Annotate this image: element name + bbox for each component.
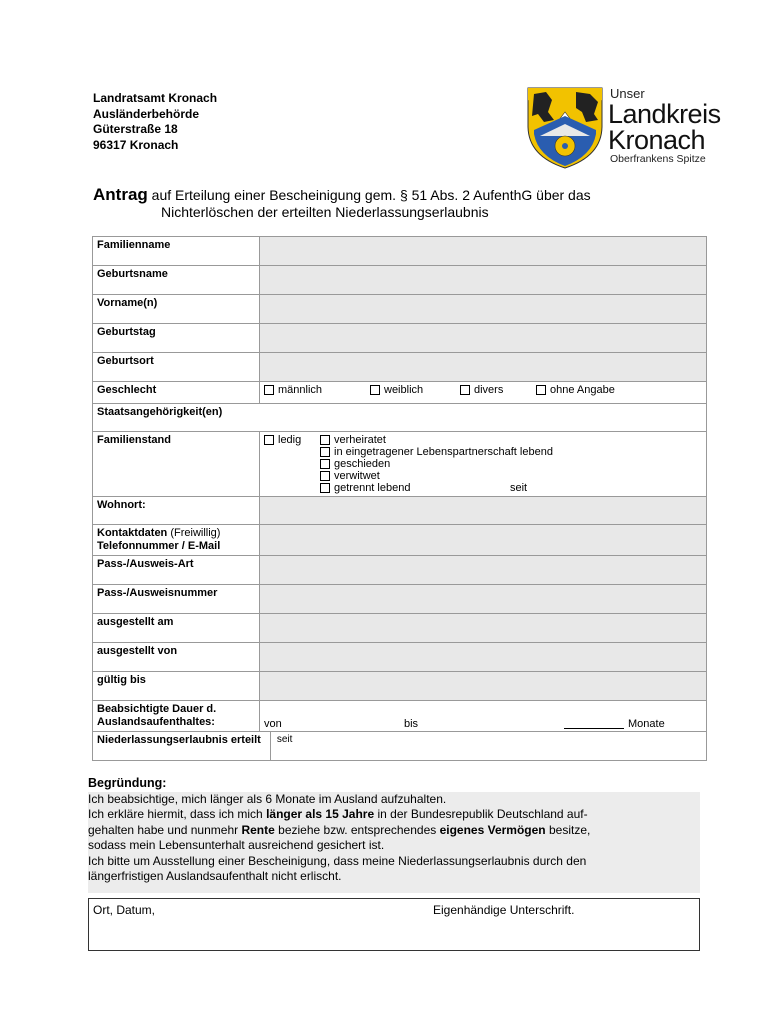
option-divers[interactable]: divers	[460, 384, 503, 396]
checkbox-icon[interactable]	[320, 483, 330, 493]
label-staatsangehoerigkeit: Staatsangehörigkeit(en)	[93, 404, 707, 432]
title-rest: auf Erteilung einer Bescheinigung gem. § 51 Abs. 2 AufenthG über das	[147, 187, 591, 203]
field-vorname[interactable]	[260, 295, 707, 324]
checkbox-icon[interactable]	[264, 385, 274, 395]
logo-landkreis: Landkreis	[608, 99, 721, 129]
checkbox-icon[interactable]	[370, 385, 380, 395]
checkbox-icon[interactable]	[320, 471, 330, 481]
option-lebenspartnerschaft[interactable]: in eingetragener Lebenspartnerschaft lebend	[320, 446, 553, 458]
label-freiwillig: (Freiwillig)	[167, 527, 221, 539]
label-ort-datum: Ort, Datum,	[93, 903, 156, 917]
coat-of-arms-icon	[526, 86, 604, 170]
address-line: Ausländerbehörde	[93, 106, 200, 121]
label-kontakt	[93, 525, 260, 556]
field-familienname[interactable]	[260, 237, 707, 266]
authority-address	[93, 91, 217, 153]
option-verheiratet[interactable]: verheiratet	[320, 434, 553, 446]
field-gueltig-bis[interactable]	[260, 672, 707, 701]
address-line: 96317 Kronach	[93, 137, 179, 152]
checkbox-icon[interactable]	[320, 447, 330, 457]
field-wohnort[interactable]	[260, 497, 707, 525]
checkbox-icon[interactable]	[320, 435, 330, 445]
begruendung-section	[88, 776, 700, 893]
geschlecht-options	[260, 382, 707, 404]
begruendung-line: gehalten habe und nunmehr Rente beziehe bzw. entsprechendes eigenes Vermögen besitze,	[88, 822, 591, 837]
address-line: Güterstraße 18	[93, 122, 178, 136]
option-maennlich[interactable]: männlich	[264, 384, 322, 396]
begruendung-text	[88, 792, 700, 893]
option-getrennt[interactable]: getrennt lebend seit	[320, 482, 553, 494]
field-ausgestellt-am[interactable]	[260, 614, 707, 643]
field-geburtsname[interactable]	[260, 266, 707, 295]
checkbox-icon[interactable]	[536, 385, 546, 395]
field-dauer[interactable]	[260, 701, 707, 732]
label-dauer	[93, 701, 260, 732]
label-passart: Pass-/Ausweis-Art	[93, 556, 260, 585]
option-ohne-angabe[interactable]: ohne Angabe	[536, 384, 615, 396]
option-weiblich[interactable]: weiblich	[370, 384, 423, 396]
label-geschlecht: Geschlecht	[93, 382, 260, 404]
field-geburtsort[interactable]	[260, 353, 707, 382]
label-geburtsort: Geburtsort	[93, 353, 260, 382]
label-dauer-line1: Beabsichtigte Dauer d.	[97, 703, 217, 715]
months-underline	[564, 718, 624, 729]
label-seit: seit	[510, 482, 528, 494]
option-geschieden[interactable]: geschieden	[320, 458, 553, 470]
begruendung-line: Ich bitte um Ausstellung einer Bescheinigung, dass meine Niederlassungserlaubnis durch den	[88, 853, 587, 868]
document-title	[93, 186, 723, 221]
field-passnummer[interactable]	[260, 585, 707, 614]
label-unterschrift: Eigenhändige Unterschrift.	[433, 903, 575, 917]
option-ledig[interactable]: ledig	[264, 434, 301, 446]
familienstand-options	[260, 432, 707, 497]
label-passnummer: Pass-/Ausweisnummer	[93, 585, 260, 614]
field-kontakt[interactable]	[260, 525, 707, 556]
label-von: von	[264, 718, 282, 730]
address-line: Landratsamt Kronach	[93, 91, 218, 105]
field-nle-seit[interactable]	[270, 732, 706, 761]
label-wohnort: Wohnort:	[93, 497, 260, 525]
logo-unser: Unser	[610, 86, 645, 101]
label-seit: seit	[276, 734, 293, 745]
label-geburtsname: Geburtsname	[93, 266, 260, 295]
title-bold: Antrag	[93, 185, 148, 204]
logo-kronach: Kronach	[608, 125, 706, 155]
checkbox-icon[interactable]	[460, 385, 470, 395]
field-geburtstag[interactable]	[260, 324, 707, 353]
begruendung-heading: Begründung:	[88, 776, 167, 790]
begruendung-line: Ich beabsichtige, mich länger als 6 Monate im Ausland aufzuhalten.	[88, 791, 447, 806]
label-vorname: Vorname(n)	[93, 295, 260, 324]
signature-box[interactable]	[88, 898, 700, 951]
title-line2: Nichterlöschen der erteilten Niederlassungserlaubnis	[161, 204, 489, 220]
field-passart[interactable]	[260, 556, 707, 585]
label-familienstand: Familienstand	[93, 432, 260, 497]
label-dauer-line2: Auslandsaufenthaltes:	[97, 716, 215, 728]
label-kontaktdaten: Kontaktdaten	[97, 527, 168, 539]
begruendung-line: Ich erkläre hiermit, dass ich mich länger als 15 Jahre in der Bundesrepublik Deutschland auf-	[88, 807, 588, 821]
field-ausgestellt-von[interactable]	[260, 643, 707, 672]
label-niederlassungserlaubnis: Niederlassungserlaubnis erteilt	[93, 732, 271, 761]
option-verwitwet[interactable]: verwitwet	[320, 470, 553, 482]
label-familienname: Familienname	[93, 237, 260, 266]
checkbox-icon[interactable]	[264, 435, 274, 445]
label-geburtstag: Geburtstag	[93, 324, 260, 353]
logo-tagline: Oberfrankens Spitze	[610, 153, 706, 165]
landkreis-logo	[526, 86, 726, 170]
label-ausgestellt-von: ausgestellt von	[93, 643, 260, 672]
application-form	[92, 236, 707, 761]
checkbox-icon[interactable]	[320, 459, 330, 469]
label-bis: bis	[404, 718, 419, 730]
label-ausgestellt-am: ausgestellt am	[93, 614, 260, 643]
label-telefon: Telefonnummer / E-Mail	[97, 540, 221, 552]
label-gueltig-bis: gültig bis	[93, 672, 260, 701]
label-monate: Monate	[628, 718, 665, 730]
begruendung-line: sodass mein Lebensunterhalt ausreichend gesichert ist.	[88, 838, 385, 852]
begruendung-line: längerfristigen Auslandsaufenthalt nicht erlischt.	[88, 869, 342, 883]
